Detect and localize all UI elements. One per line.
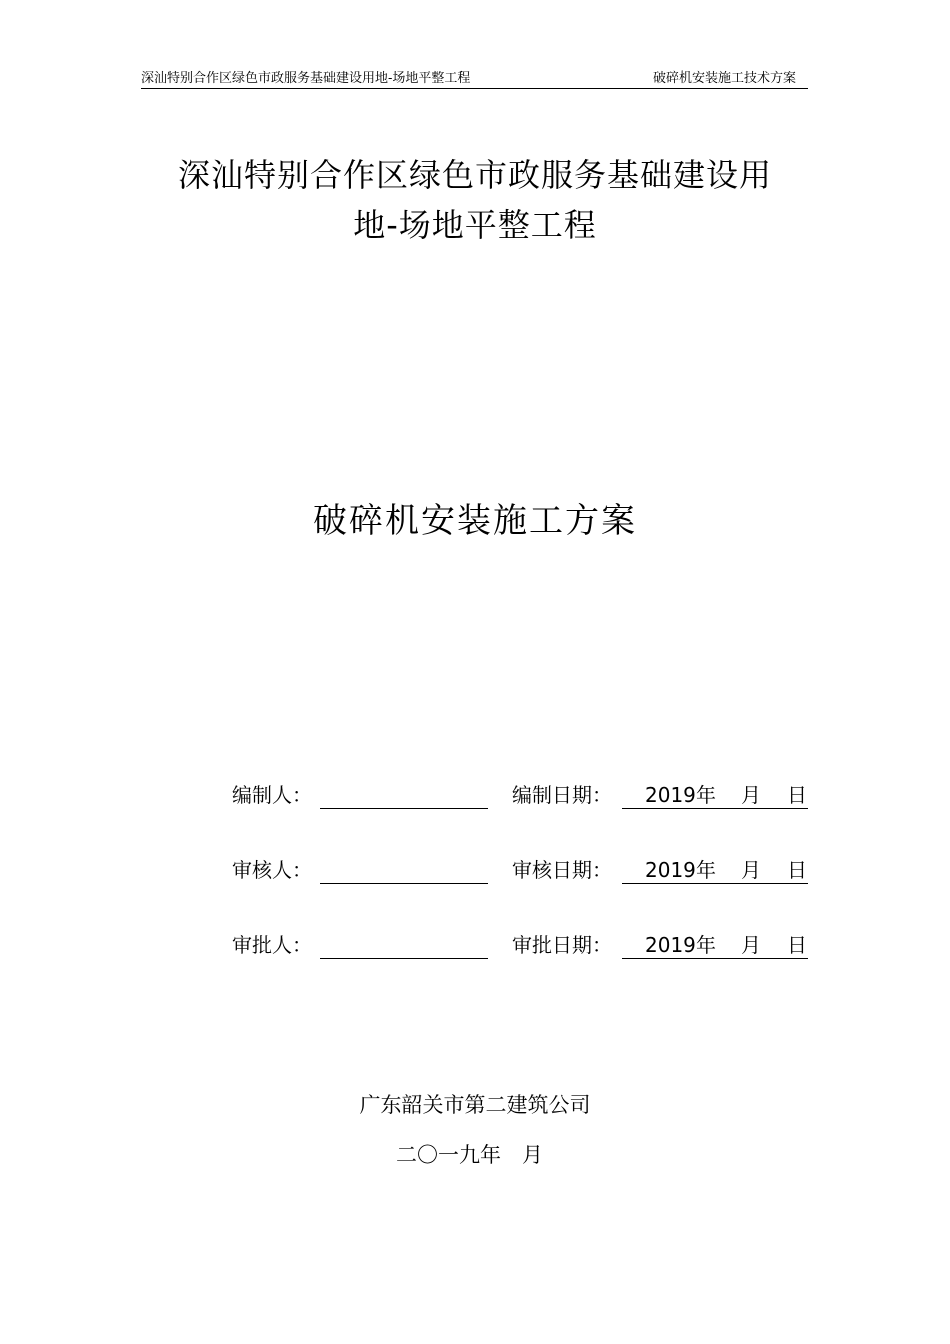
approve-date-field	[622, 930, 808, 959]
project-title	[0, 150, 950, 250]
project-title-line-1: 深汕特别合作区绿色市政服务基础建设用	[177, 156, 772, 194]
document-title: 破碎机安装施工方案	[313, 501, 637, 541]
approve-date-year-unit: 年	[696, 933, 716, 957]
compiler-signature-line	[320, 780, 488, 809]
approve-date-label: 审批日期：	[512, 933, 612, 957]
compiler-label: 编制人：	[232, 783, 312, 807]
reviewer-label: 审核人：	[232, 858, 312, 882]
compiler-row	[232, 780, 808, 810]
review-date-year-unit: 年	[696, 858, 716, 882]
reviewer-signature-line	[320, 855, 488, 884]
review-date-year: 2019	[645, 858, 696, 882]
compile-date-year: 2019	[645, 783, 696, 807]
approve-date-month-unit: 月	[741, 933, 761, 957]
company-name: 广东韶关市第二建筑公司	[359, 1093, 591, 1117]
header-document-name: 破碎机安装施工技术方案	[652, 71, 796, 86]
project-title-line-2: 地-场地平整工程	[353, 206, 597, 244]
header-project-name: 深汕特别合作区绿色市政服务基础建设用地-场地平整工程	[141, 71, 471, 86]
approver-signature-line	[320, 930, 488, 959]
approver-row	[232, 930, 808, 960]
compile-date-label: 编制日期：	[512, 783, 612, 807]
approver-label: 审批人：	[232, 933, 312, 957]
review-date-day-unit: 日	[787, 858, 807, 882]
approve-date-day-unit: 日	[787, 933, 807, 957]
review-date-month-unit: 月	[741, 858, 761, 882]
review-date-label: 审核日期：	[512, 858, 612, 882]
compile-date-field	[622, 780, 808, 809]
reviewer-row	[232, 855, 808, 885]
page-header	[141, 70, 808, 89]
issue-date: 二〇一九年 月	[396, 1143, 543, 1167]
compile-date-day-unit: 日	[787, 783, 807, 807]
approve-date-year: 2019	[645, 933, 696, 957]
compile-date-month-unit: 月	[741, 783, 761, 807]
compile-date-year-unit: 年	[696, 783, 716, 807]
review-date-field	[622, 855, 808, 884]
